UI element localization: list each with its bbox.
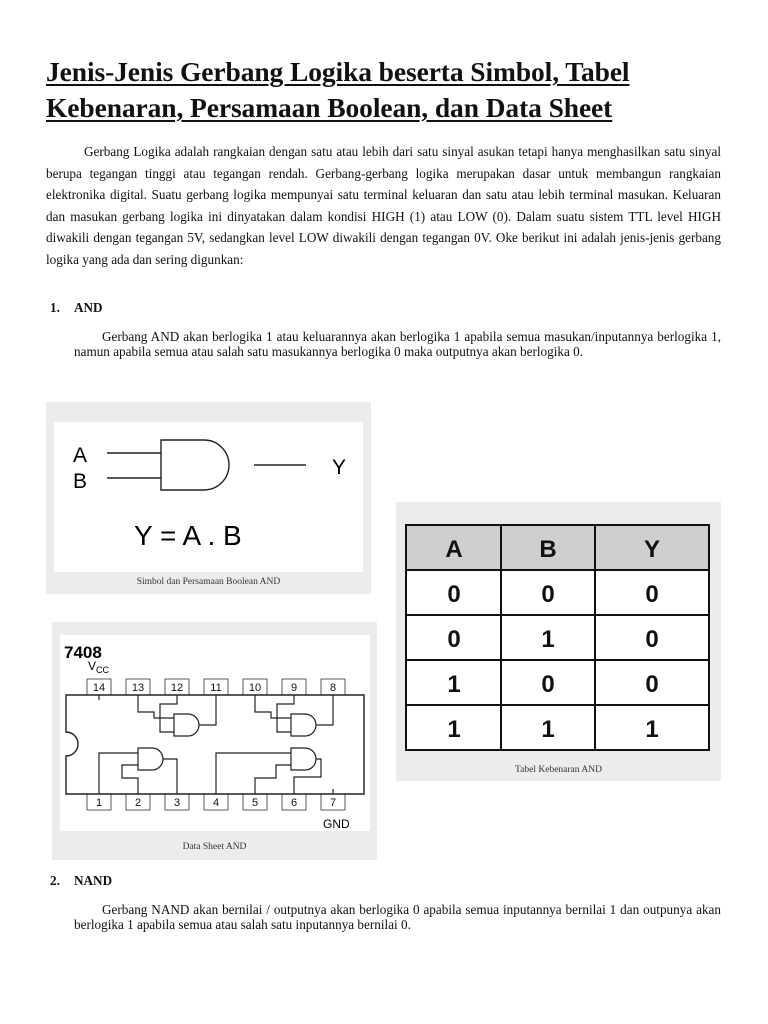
section-number: 2. [50,873,60,888]
gate-bottom-left [138,748,163,770]
pin-1: 1 [95,797,103,809]
table-cell: 1 [447,671,461,698]
section-title: AND [74,300,103,315]
pin-4: 4 [212,797,220,809]
table-header-a: A [445,536,463,563]
pin-9: 9 [290,682,298,694]
gnd-label: GND [323,817,350,831]
section-heading-and [50,300,103,316]
truth-table [396,502,721,781]
pin-12: 12 [170,682,184,694]
gate-bottom-right [291,748,316,770]
truth-table-caption: Tabel Kebenaran AND [515,765,602,775]
symbol-caption: Simbol dan Persamaan Boolean AND [136,577,281,587]
table-header-y: Y [643,536,661,563]
and-symbol-figure [46,402,371,594]
output-y-label: Y [332,456,347,479]
datasheet-figure [52,622,377,860]
pin-3: 3 [173,797,181,809]
table-header-b: B [539,536,557,563]
table-cell: 0 [645,581,659,608]
pin-7: 7 [329,797,337,809]
table-cell: 1 [541,716,555,743]
and-gate-symbol [54,422,363,572]
pin-5: 5 [251,797,259,809]
pin-14: 14 [92,682,106,694]
section-heading-nand [50,873,112,889]
table-cell: 0 [541,581,555,608]
table-cell: 0 [645,626,659,653]
vcc-label: $V_{CC}$ [88,659,110,675]
datasheet-caption: Data Sheet AND [182,842,247,852]
table-cell: 0 [447,626,461,653]
section-number: 1. [50,300,60,315]
and-gate-body [161,440,229,490]
table-cell: 0 [447,581,461,608]
pin-2: 2 [134,797,142,809]
input-a-label: A [73,444,88,467]
and-description: Gerbang AND akan berlogika 1 atau keluarannya akan berlogika 1 apabila semua masukan/inputannya berlogika 1, namun apabila semua atau salah satu masukannya berlogika 0 maka outputnya akan berlogika 0. [74,329,721,359]
truth-table-figure [396,502,721,781]
input-b-label: B [73,470,88,493]
table-cell: 0 [645,671,659,698]
pin-13: 13 [131,682,145,694]
section-title: NAND [74,873,113,888]
pin-6: 6 [290,797,298,809]
pin-11: 11 [210,682,222,694]
pin-8: 8 [329,682,337,694]
table-cell: 0 [541,671,555,698]
gate-top-right [291,714,316,736]
page-title: Jenis-Jenis Gerbang Logika beserta Simbol, Tabel Kebenaran, Persamaan Boolean, dan Data Sheet [46,56,630,123]
chip-number: 7408 [64,643,102,662]
gate-top-left [174,714,199,736]
nand-description: Gerbang NAND akan bernilai / outputnya akan berlogika 0 apabila semua inputannya bernilai 1 dan outpunya akan berlogika 1 apabila semua atau salah satu inputannya bernilai 0. [74,902,721,932]
pin-10: 10 [248,682,262,694]
table-cell: 1 [541,626,555,653]
table-cell: 1 [447,716,461,743]
boolean-equation: Y = A . B [134,520,242,551]
table-cell: 1 [645,716,659,743]
intro-paragraph: Gerbang Logika adalah rangkaian dengan satu atau lebih dari satu sinyal asukan tetapi hanya menghasilkan satu sinyal berupa tegangan tinggi atau tegangan rendah. Gerbang-gerbang logika merupakan dasar untuk membangun rangkaian elektronika digital. Suatu gerbang logika mempunyai satu terminal keluaran dan satu atau lebih terminal masukan. Keluaran dan masukan gerbang logika ini dinyatakan dalam kondisi HIGH (1) atau LOW (0). Dalam suatu sistem TTL level HIGH diwakili dengan tegangan 5V, sedangkan level LOW diwakili dengan tegangan 0V. Oke berikut ini adalah jenis-jenis gerbang logika yang ada dan sering digunkan: [46,144,721,267]
ic-7408-pinout [52,622,377,837]
